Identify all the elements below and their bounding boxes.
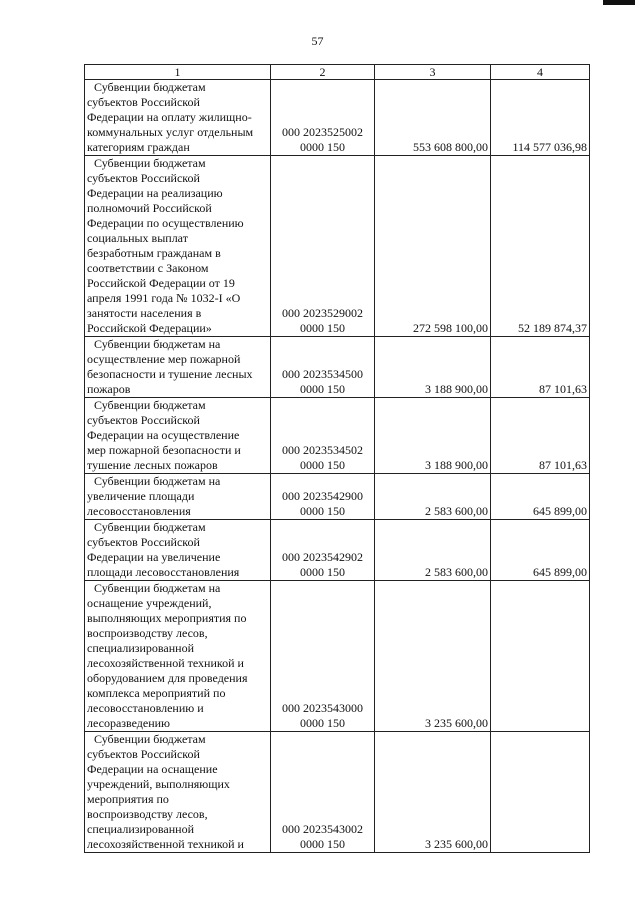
table-header-row: [85, 65, 590, 80]
planned-amount-cell: 272 598 100,00: [375, 156, 491, 337]
budget-code-line: 0000 150: [300, 716, 345, 730]
column-header: 4: [491, 65, 590, 80]
subvention-name-line: площади лесовосстановления: [87, 565, 240, 579]
actual-amount-cell: 645 899,00: [491, 474, 590, 520]
subvention-name-cell: [85, 80, 271, 156]
table-row: [85, 581, 590, 732]
subvention-name-line: субъектов Российской: [87, 747, 200, 761]
subvention-name-line: мер пожарной безопасности и: [87, 443, 241, 457]
subvention-name-line: лесохозяйственной техникой и: [87, 656, 244, 670]
column-header: 2: [271, 65, 375, 80]
subvention-name-line: Субвенции бюджетам: [94, 80, 206, 94]
subvention-name-line: Субвенции бюджетам на: [94, 581, 221, 595]
subvention-name-line: субъектов Российской: [87, 413, 200, 427]
subvention-name-line: Российской Федерации от 19: [87, 276, 235, 290]
planned-amount-cell: 3 235 600,00: [375, 732, 491, 853]
table-row: [85, 156, 590, 337]
subvention-name-line: тушение лесных пожаров: [87, 458, 218, 472]
table-row: [85, 732, 590, 853]
budget-code-cell: [271, 398, 375, 474]
subvention-name-line: осуществление мер пожарной: [87, 352, 241, 366]
subvention-name-line: оснащение учреждений,: [87, 596, 212, 610]
subvention-name-line: социальных выплат: [87, 231, 188, 245]
subvention-name-line: Федерации на осуществление: [87, 428, 240, 442]
budget-code-cell: [271, 474, 375, 520]
budget-code-line: 0000 150: [300, 504, 345, 518]
budget-code-cell: [271, 337, 375, 398]
budget-code-line: 000 2023534502: [282, 443, 363, 457]
subvention-name-line: безопасности и тушение лесных: [87, 367, 253, 381]
corner-mark: [603, 0, 635, 5]
budget-code-cell: [271, 520, 375, 581]
budget-table: [84, 64, 590, 853]
subvention-name-line: специализированной: [87, 641, 195, 655]
budget-code-cell: [271, 581, 375, 732]
subvention-name-line: Российской Федерации»: [87, 321, 212, 335]
actual-amount-cell: 87 101,63: [491, 337, 590, 398]
subvention-name-cell: [85, 732, 271, 853]
subvention-name-line: полномочий Российской: [87, 201, 212, 215]
planned-amount-cell: 2 583 600,00: [375, 520, 491, 581]
planned-amount-cell: 2 583 600,00: [375, 474, 491, 520]
subvention-name-line: апреля 1991 года № 1032-I «О: [87, 291, 241, 305]
subvention-name-line: Субвенции бюджетам: [94, 520, 206, 534]
budget-code-cell: [271, 732, 375, 853]
subvention-name-cell: [85, 156, 271, 337]
budget-code-line: 0000 150: [300, 321, 345, 335]
actual-amount-cell: 645 899,00: [491, 520, 590, 581]
planned-amount-cell: 3 188 900,00: [375, 398, 491, 474]
subvention-name-line: безработным гражданам в: [87, 246, 221, 260]
planned-amount-cell: 553 608 800,00: [375, 80, 491, 156]
subvention-name-line: субъектов Российской: [87, 171, 200, 185]
subvention-name-cell: [85, 337, 271, 398]
subvention-name-line: Субвенции бюджетам: [94, 732, 206, 746]
actual-amount-cell: 114 577 036,98: [491, 80, 590, 156]
subvention-name-line: Субвенции бюджетам: [94, 398, 206, 412]
subvention-name-line: учреждений, выполняющих: [87, 777, 230, 791]
planned-amount-cell: 3 235 600,00: [375, 581, 491, 732]
actual-amount-cell: 52 189 874,37: [491, 156, 590, 337]
subvention-name-line: мероприятия по: [87, 792, 169, 806]
subvention-name-line: Субвенции бюджетам на: [94, 337, 221, 351]
subvention-name-line: пожаров: [87, 382, 131, 396]
subvention-name-cell: [85, 520, 271, 581]
budget-code-line: 000 2023529002: [282, 306, 363, 320]
table-row: [85, 520, 590, 581]
subvention-name-line: лесоразведению: [87, 716, 171, 730]
subvention-name-line: специализированной: [87, 822, 195, 836]
budget-code-line: 000 2023525002: [282, 125, 363, 139]
subvention-name-line: занятости населения в: [87, 306, 202, 320]
planned-amount-cell: 3 188 900,00: [375, 337, 491, 398]
subvention-name-line: лесовосстановления: [87, 504, 191, 518]
subvention-name-cell: [85, 474, 271, 520]
subvention-name-line: воспроизводству лесов,: [87, 626, 208, 640]
budget-code-line: 0000 150: [300, 458, 345, 472]
table-row: [85, 337, 590, 398]
subvention-name-line: субъектов Российской: [87, 95, 200, 109]
subvention-name-line: Федерации на реализацию: [87, 186, 223, 200]
subvention-name-line: оборудованием для проведения: [87, 671, 248, 685]
subvention-name-line: комплекса мероприятий по: [87, 686, 226, 700]
budget-code-line: 000 2023534500: [282, 367, 363, 381]
column-header: 1: [85, 65, 271, 80]
subvention-name-line: выполняющих мероприятия по: [87, 611, 247, 625]
page-number: 57: [311, 34, 324, 48]
table-row: [85, 80, 590, 156]
subvention-name-line: Субвенции бюджетам на: [94, 474, 221, 488]
subvention-name-line: лесохозяйственной техникой и: [87, 837, 244, 851]
subvention-name-line: Субвенции бюджетам: [94, 156, 206, 170]
subvention-name-line: Федерации на оплату жилищно-: [87, 110, 252, 124]
budget-code-cell: [271, 80, 375, 156]
table-row: [85, 398, 590, 474]
subvention-name-line: Федерации по осуществлению: [87, 216, 244, 230]
budget-code-line: 000 2023542900: [282, 489, 363, 503]
subvention-name-line: Федерации на увеличение: [87, 550, 221, 564]
column-header: 3: [375, 65, 491, 80]
budget-code-line: 000 2023543000: [282, 701, 363, 715]
table-row: [85, 474, 590, 520]
budget-code-line: 0000 150: [300, 565, 345, 579]
budget-code-line: 0000 150: [300, 837, 345, 851]
subvention-name-line: увеличение площади: [87, 489, 195, 503]
subvention-name-line: субъектов Российской: [87, 535, 200, 549]
budget-code-cell: [271, 156, 375, 337]
subvention-name-cell: [85, 398, 271, 474]
subvention-name-cell: [85, 581, 271, 732]
budget-code-line: 0000 150: [300, 140, 345, 154]
subvention-name-line: коммунальных услуг отдельным: [87, 125, 254, 139]
actual-amount-cell: [491, 581, 590, 732]
subvention-name-line: Федерации на оснащение: [87, 762, 218, 776]
actual-amount-cell: [491, 732, 590, 853]
budget-code-line: 000 2023542902: [282, 550, 363, 564]
budget-code-line: 0000 150: [300, 382, 345, 396]
budget-code-line: 000 2023543002: [282, 822, 363, 836]
subvention-name-line: воспроизводству лесов,: [87, 807, 208, 821]
actual-amount-cell: 87 101,63: [491, 398, 590, 474]
subvention-name-line: лесовосстановлению и: [87, 701, 204, 715]
subvention-name-line: соответствии с Законом: [87, 261, 209, 275]
table-body: [85, 80, 590, 853]
subvention-name-line: категориям граждан: [87, 140, 190, 154]
